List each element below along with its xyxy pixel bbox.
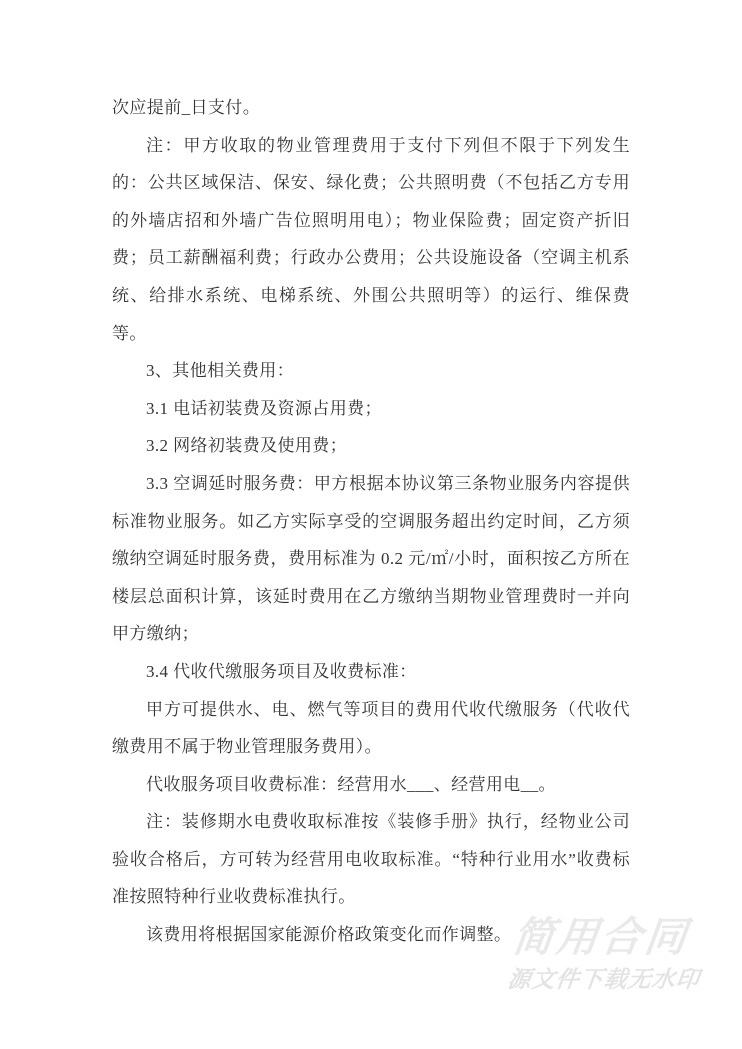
paragraph: 3.3 空调延时服务费：甲方根据本协议第三条物业服务内容提供标准物业服务。如乙方实际享受的空调服务超出约定时间，乙方须缴纳空调延时服务费，费用标准为 0.2 元/㎡/小时，面积按乙方所在楼层总面积计算，该延时费用在乙方缴纳当期物业管理费时一并向甲方缴纳； — [112, 473, 630, 644]
paragraph: 3、其他相关费用： — [146, 361, 295, 381]
paragraph: 3.2 网络初装费及使用费； — [146, 436, 348, 456]
watermark-title: 简用合同 — [510, 914, 692, 960]
paragraph: 注：甲方收取的物业管理费用于支付下列但不限于下列发生的：公共区域保洁、保安、绿化费；公共照明费（不包括乙方专用的外墙店招和外墙广告位照明用电）；物业保险费；固定资产折旧费；员工薪酬福利费；行政办公费用；公共设施设备（空调主机系统、给排水系统、电梯系统、外围公共照明等）的运行、维保费等。 — [112, 135, 630, 343]
paragraph: 3.1 电话初装费及资源占用费； — [146, 398, 382, 418]
document-body — [112, 89, 630, 954]
paragraph: 该费用将根据国家能源价格政策变化而作调整。 — [146, 925, 512, 945]
paragraph: 3.4 代收代缴服务项目及收费标准： — [146, 661, 417, 681]
paragraph: 代收服务项目收费标准：经营用水___、经营用电__。 — [146, 774, 556, 794]
paragraph: 次应提前_日支付。 — [112, 98, 261, 117]
paragraph: 注：装修期水电费收取标准按《装修手册》执行，经物业公司验收合格后，方可转为经营用电收取标准。“特种行业用水”收费标准按照特种行业收费标准执行。 — [112, 812, 630, 907]
watermark-subtitle: 源文件下载无水印 — [506, 966, 702, 992]
paragraph: 甲方可提供水、电、燃气等项目的费用代收代缴服务（代收代缴费用不属于物业管理服务费用）。 — [112, 699, 630, 757]
